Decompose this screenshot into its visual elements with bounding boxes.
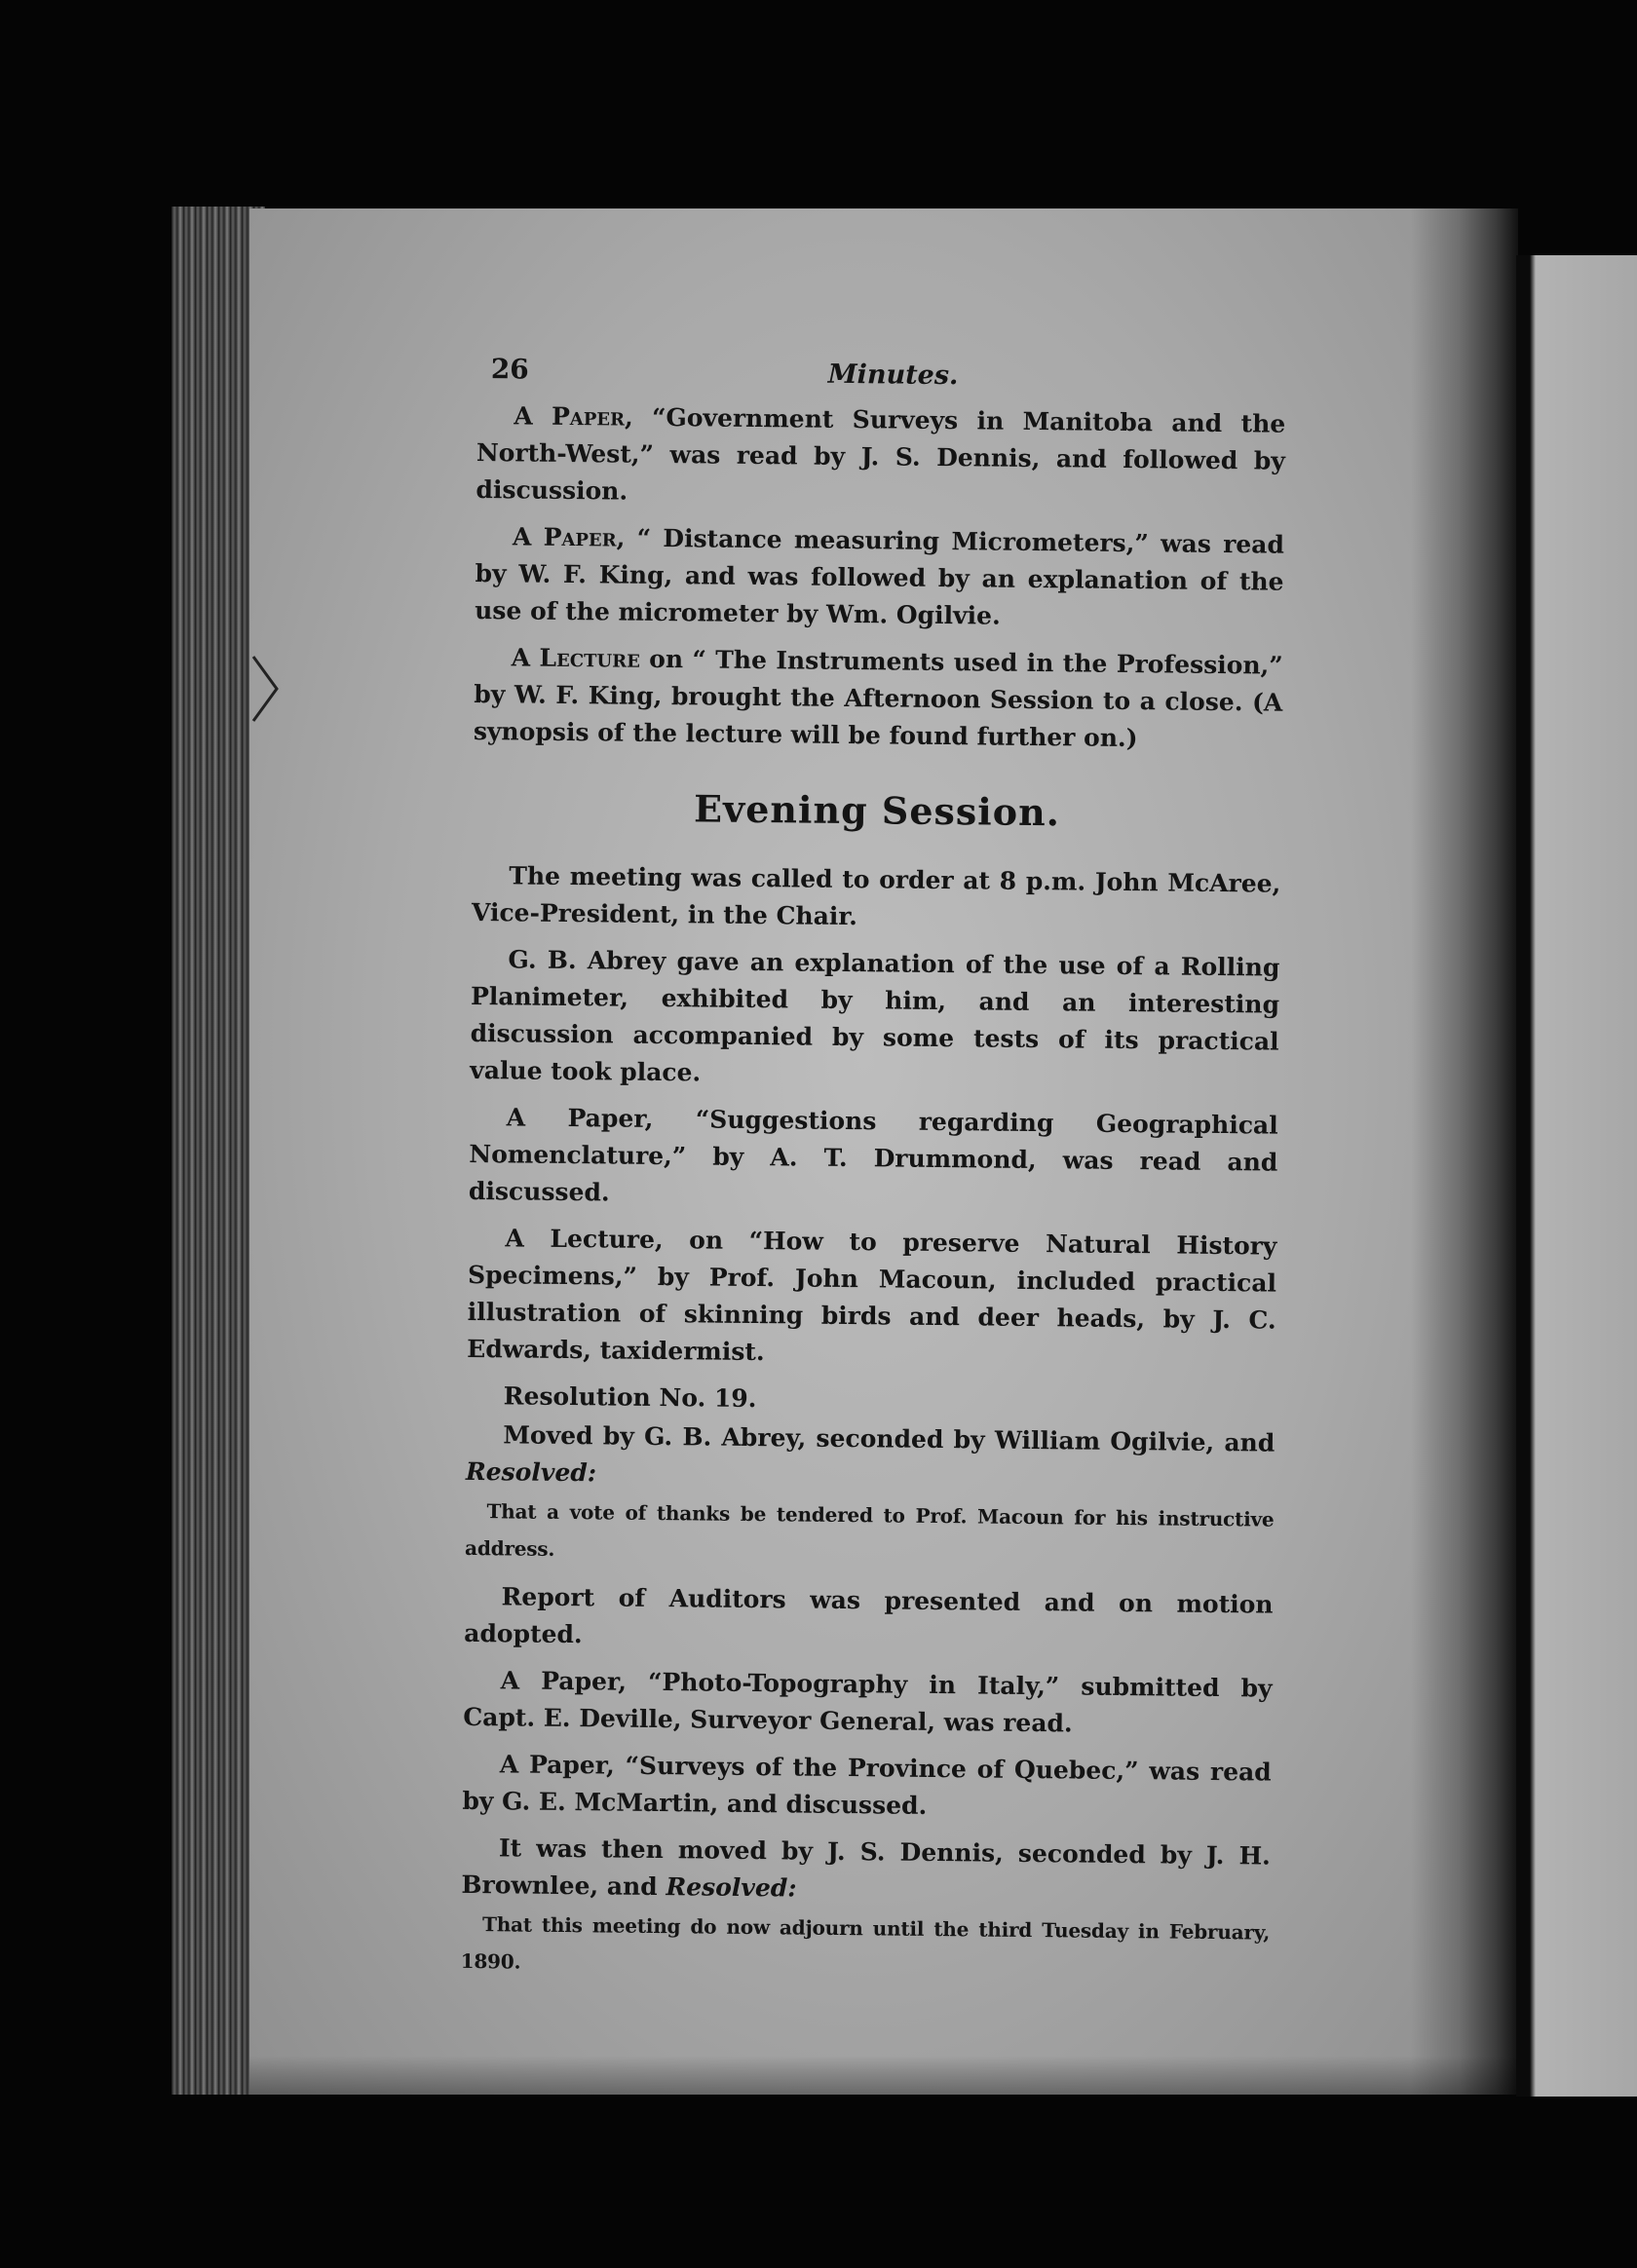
paragraph: G. B. Abrey gave an explanation of the use of a Rolling Planimeter, exhibited by him, and an interesting discussion accompanied by some tests of its practical value took place. bbox=[470, 945, 1280, 1087]
resolution-number: Resolution No. 19. bbox=[503, 1381, 757, 1414]
paragraph-text: “Government Surveys in Manitoba and the North-West,” was read by J. S. Dennis, and followed by discussion. bbox=[476, 402, 1286, 506]
paragraph-lead: A Lecture bbox=[511, 643, 641, 673]
section-heading: Evening Session. bbox=[693, 786, 1061, 835]
resolved-label: Resolved: bbox=[666, 1872, 797, 1903]
paragraph: A Paper, “Surveys of the Province of Quebec,” was read by G. E. McMartin, and discussed. bbox=[462, 1750, 1272, 1820]
page-header bbox=[477, 351, 1286, 402]
paragraph: A Paper, “Suggestions regarding Geographical Nomenclature,” by A. T. Drummond, was read and discussed. bbox=[468, 1103, 1278, 1207]
resolution-text: That this meeting do now adjourn until the third Tuesday in February, 1890. bbox=[460, 1912, 1271, 1974]
page-text bbox=[460, 351, 1286, 2000]
paragraph: Report of Auditors was presented and on motion adopted. bbox=[464, 1582, 1274, 1649]
paragraph: A Paper, “Photo-Topography in Italy,” submitted by Capt. E. Deville, Surveyor General, was read. bbox=[463, 1666, 1273, 1738]
paragraph-lead: A Paper, bbox=[514, 401, 633, 432]
facing-page-edge bbox=[1516, 255, 1637, 2097]
paragraph bbox=[475, 518, 1284, 638]
motion-text: Moved by G. B. Abrey, seconded by William Ogilvie, and bbox=[503, 1420, 1275, 1457]
book-gutter bbox=[1411, 208, 1518, 2095]
paragraph: A Lecture, on “How to preserve Natural History Specimens,” by Prof. John Macoun, included practical illustration of skinning birds and deer heads, by J. C. Edwards, taxidermist. bbox=[467, 1224, 1277, 1367]
paragraph: The meeting was called to order at 8 p.m. John McAree, Vice-President, in the Chair. bbox=[471, 861, 1281, 931]
paragraph-text: on “ The Instruments used in the Profession,” by W. F. King, brought the Afternoon Session to a close. (A synopsis of the lecture will be found further on.) bbox=[473, 644, 1283, 753]
motion-text: It was then moved by J. S. Dennis, seconded by J. H. Brownlee, and bbox=[461, 1833, 1272, 1902]
paragraph bbox=[476, 397, 1285, 517]
motion bbox=[466, 1417, 1275, 1499]
paragraph bbox=[474, 639, 1283, 759]
resolved-label: Resolved: bbox=[465, 1456, 597, 1488]
resolution-text: That a vote of thanks be tendered to Prof. Macoun for his instructive address. bbox=[465, 1499, 1275, 1561]
page-shadow bbox=[249, 2056, 1516, 2095]
paragraph-text: “ Distance measuring Micrometers,” was read by W. F. King, and was followed by an explanation of the use of the micrometer by Wm. Ogilvie. bbox=[475, 523, 1285, 630]
paragraph-lead: A Paper, bbox=[512, 522, 626, 552]
page-notch-mark bbox=[251, 655, 281, 723]
page-number: 26 bbox=[490, 353, 529, 386]
running-head: Minutes. bbox=[827, 359, 959, 392]
motion bbox=[461, 1830, 1271, 1912]
